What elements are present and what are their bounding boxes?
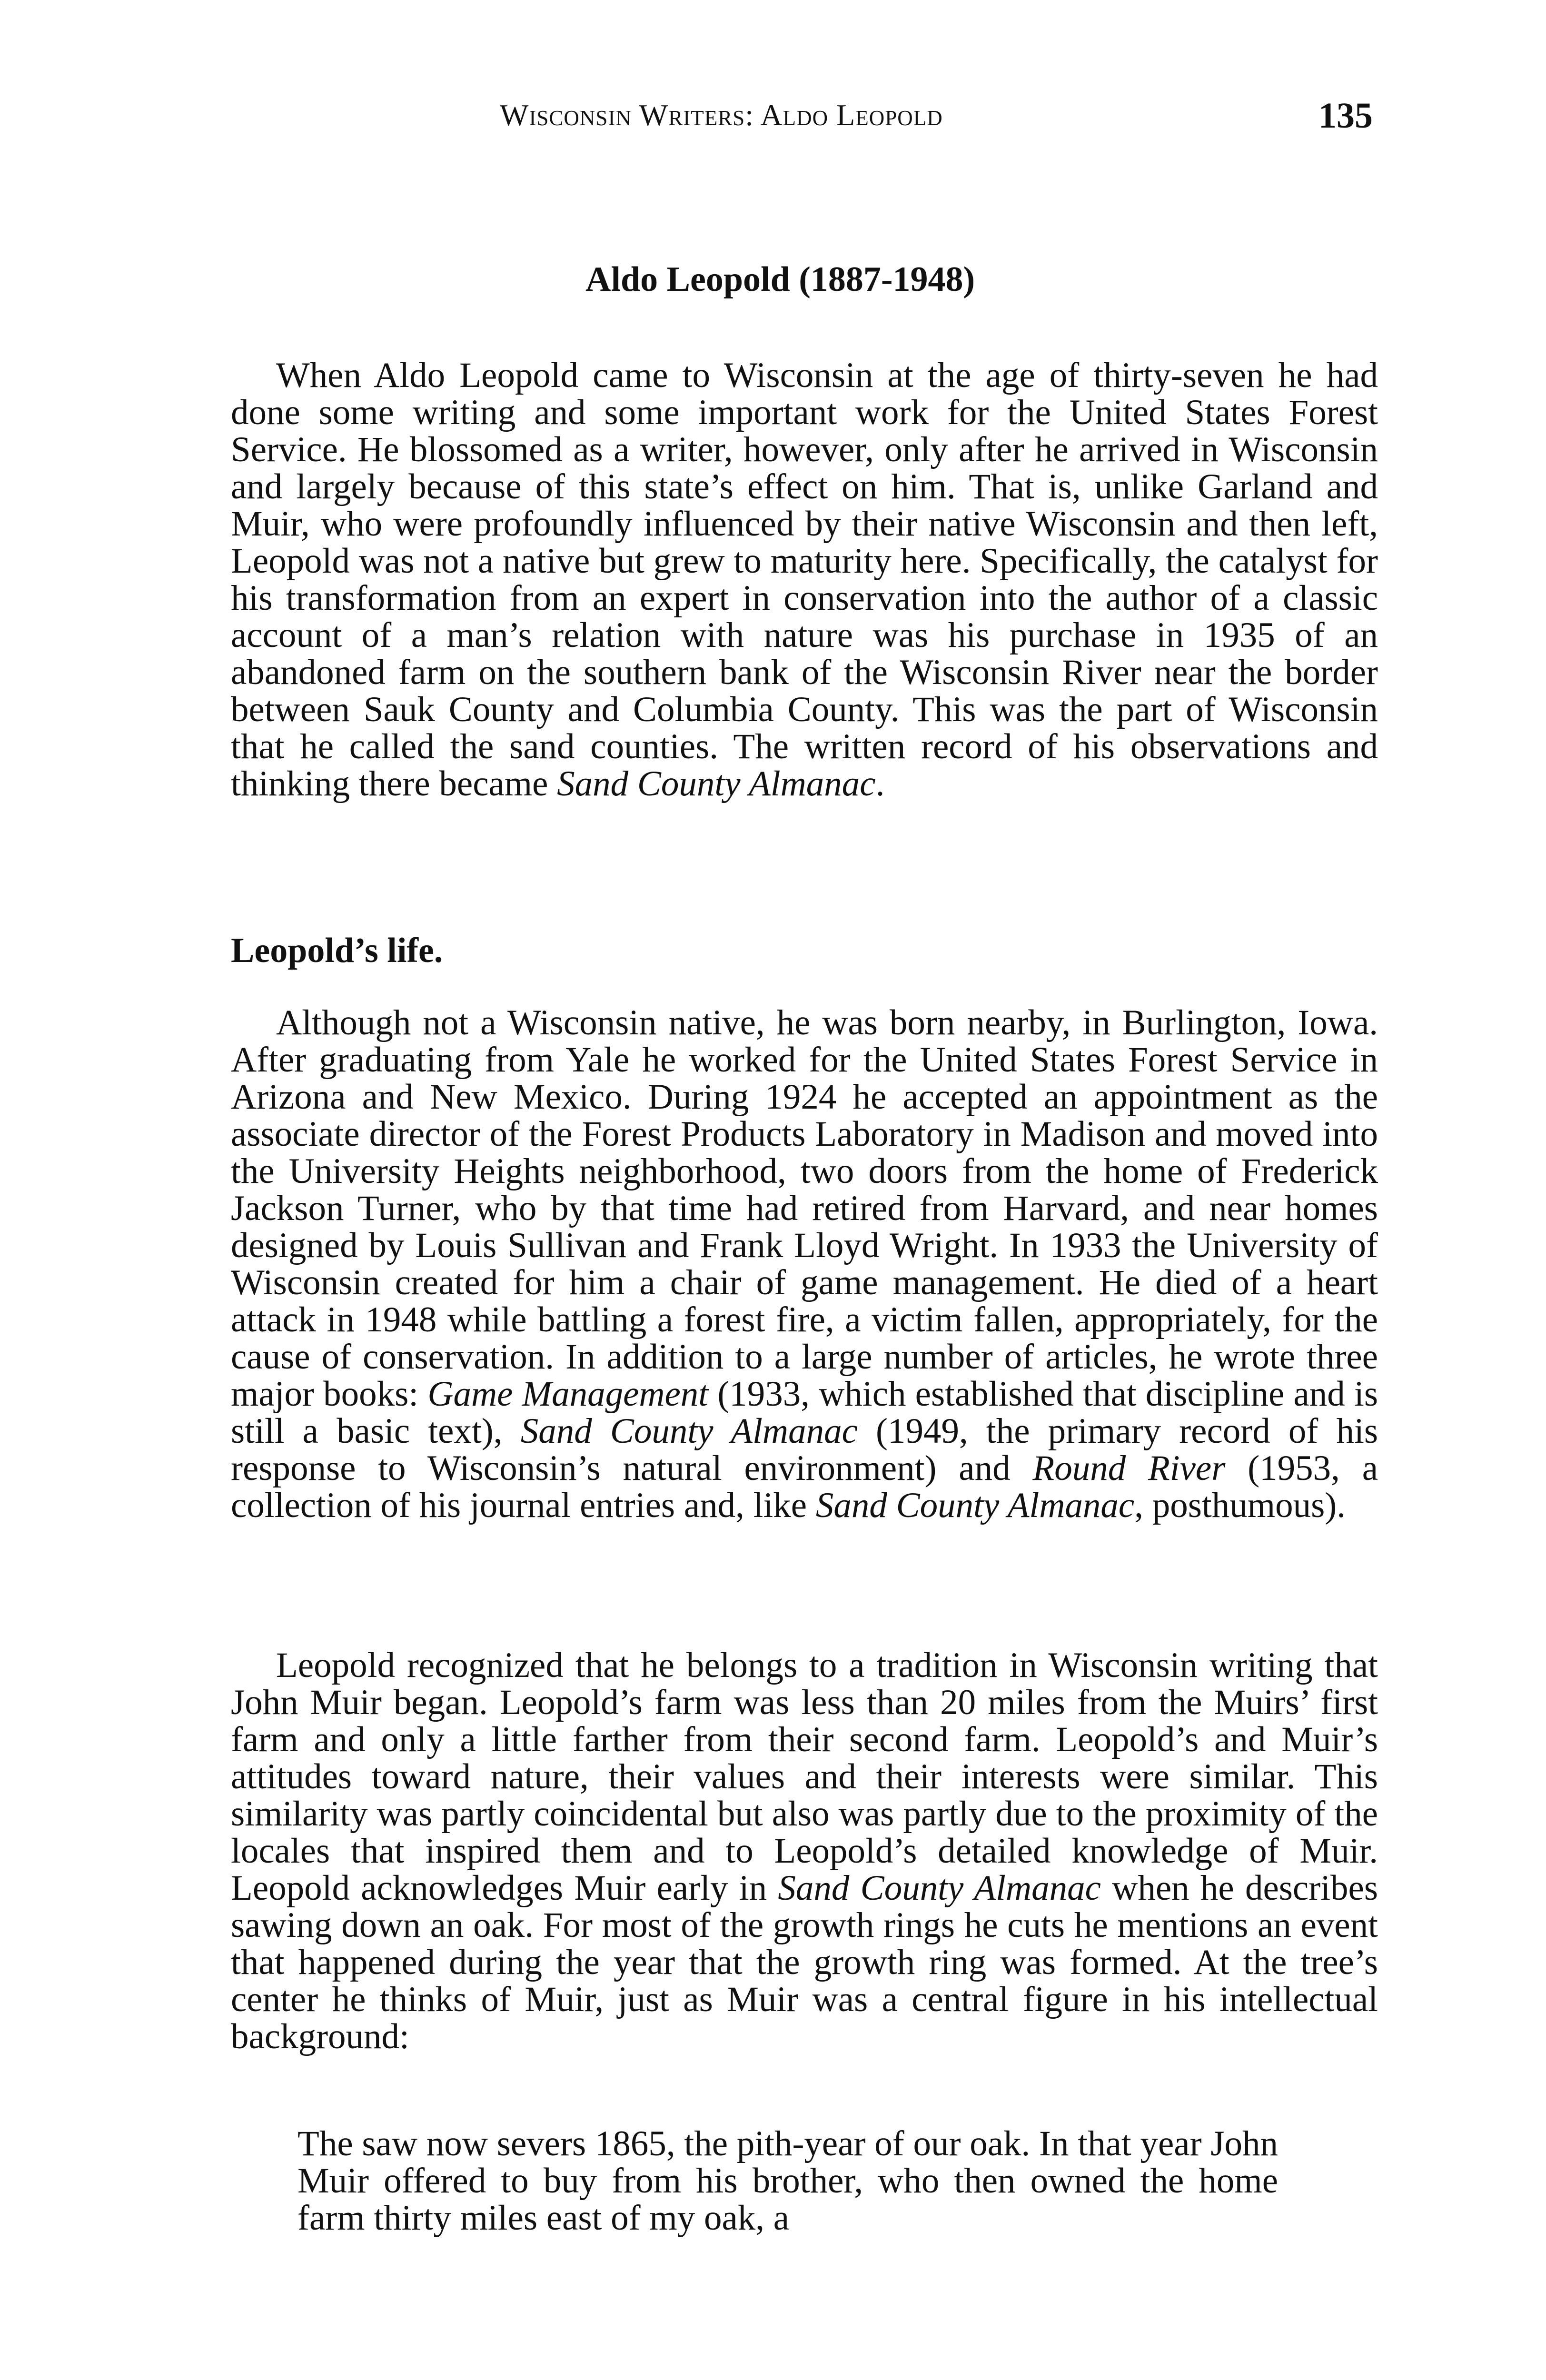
book-title-italic: Sand County Almanac [778,1868,1101,1908]
block-quote [297,2125,1278,2237]
book-title-italic: Sand County Almanac [557,764,876,803]
muir-text-end: when he describes sawing down an oak. For most of the growth rings he cuts he mentions an event that happened during the year that the growth ring was formed. At the tree’s center he thinks of Muir, just as Muir was a central figure in his intellectual background: [231,1868,1378,2056]
life-text: Although not a Wisconsin native, he was born nearby, in Burlington, Iowa. After graduating from Yale he worked for the United States Forest Service in Arizona and New Mexico. During 1924 he accepted an appointment as the associate director of the Forest Products Laboratory in Madison and moved into the University Heights neighborhood, two doors from the home of Frederick Jackson Turner, who by that time had retired from Harvard, and near homes designed by Louis Sullivan and Frank Lloyd Wright. In 1933 the University of Wisconsin created for him a chair of game management. He died of a heart attack in 1948 while battling a forest fire, a victim fallen, appropriately, for the cause of conservation. In addition to a large number of articles, he wrote three major books: [231,1003,1378,1414]
page-number: 135 [1318,96,1373,136]
muir-text: Leopold recognized that he belongs to a tradition in Wisconsin writing that John Muir began. Leopold’s farm was less than 20 miles from the Muirs’ first farm and only a little farther from their second farm. Leopold’s and Muir’s attitudes toward nature, their values and their interests were similar. This similarity was partly coincidental but also was partly due to the proximity of the locales that inspired them and to Leopold’s detailed knowledge of Muir. Leopold acknowledges Muir early in [231,1646,1378,1908]
intro-text: When Aldo Leopold came to Wisconsin at the age of thirty-seven he had done some writing and some important work for the United States Forest Service. He blossomed as a writer, however, only after he arrived in Wisconsin and largely because of this state’s effect on him. That is, unlike Garland and Muir, who were profoundly influenced by their native Wisconsin and then left, Leopold was not a native but grew to maturity here. Specifically, the catalyst for his transformation from an expert in conservation into the author of a classic account of a man’s relation with nature was his purchase in 1935 of an abandoned farm on the southern bank of the Wisconsin River near the border between Sauk County and Columbia County. This was the part of Wisconsin that he called the sand counties. The written record of his observations and thinking there became [231,356,1378,803]
block-quote-text: The saw now severs 1865, the pith-year of our oak. In that year John Muir offered to buy from his brother, who then owned the home farm thirty miles east of my oak, a [297,2124,1278,2238]
life-text: (1933, which established that discipline and is still a basic text), [231,1374,1378,1451]
running-header-title: Wisconsin Writers: Aldo Leopold [500,98,943,132]
running-header [500,98,943,133]
book-title-italic: Sand County Almanac [520,1411,858,1451]
book-title-italic: Game Management [427,1374,709,1414]
intro-paragraph [231,357,1378,803]
article-title: Aldo Leopold (1887-1948) [585,260,975,299]
life-text: (1953, a collection of his journal entries and, like [231,1448,1378,1525]
section-heading: Leopold’s life. [231,931,443,970]
intro-text-end: . [875,764,885,803]
life-text: (1949, the primary record of his response to Wisconsin’s natural environment) and [231,1411,1378,1488]
life-text-end: , posthumous). [1134,1486,1346,1525]
muir-paragraph [231,1647,1378,2055]
life-paragraph [231,1004,1378,1524]
book-title-italic: Round River [1032,1448,1226,1488]
book-title-italic: Sand County Almanac [815,1486,1135,1525]
